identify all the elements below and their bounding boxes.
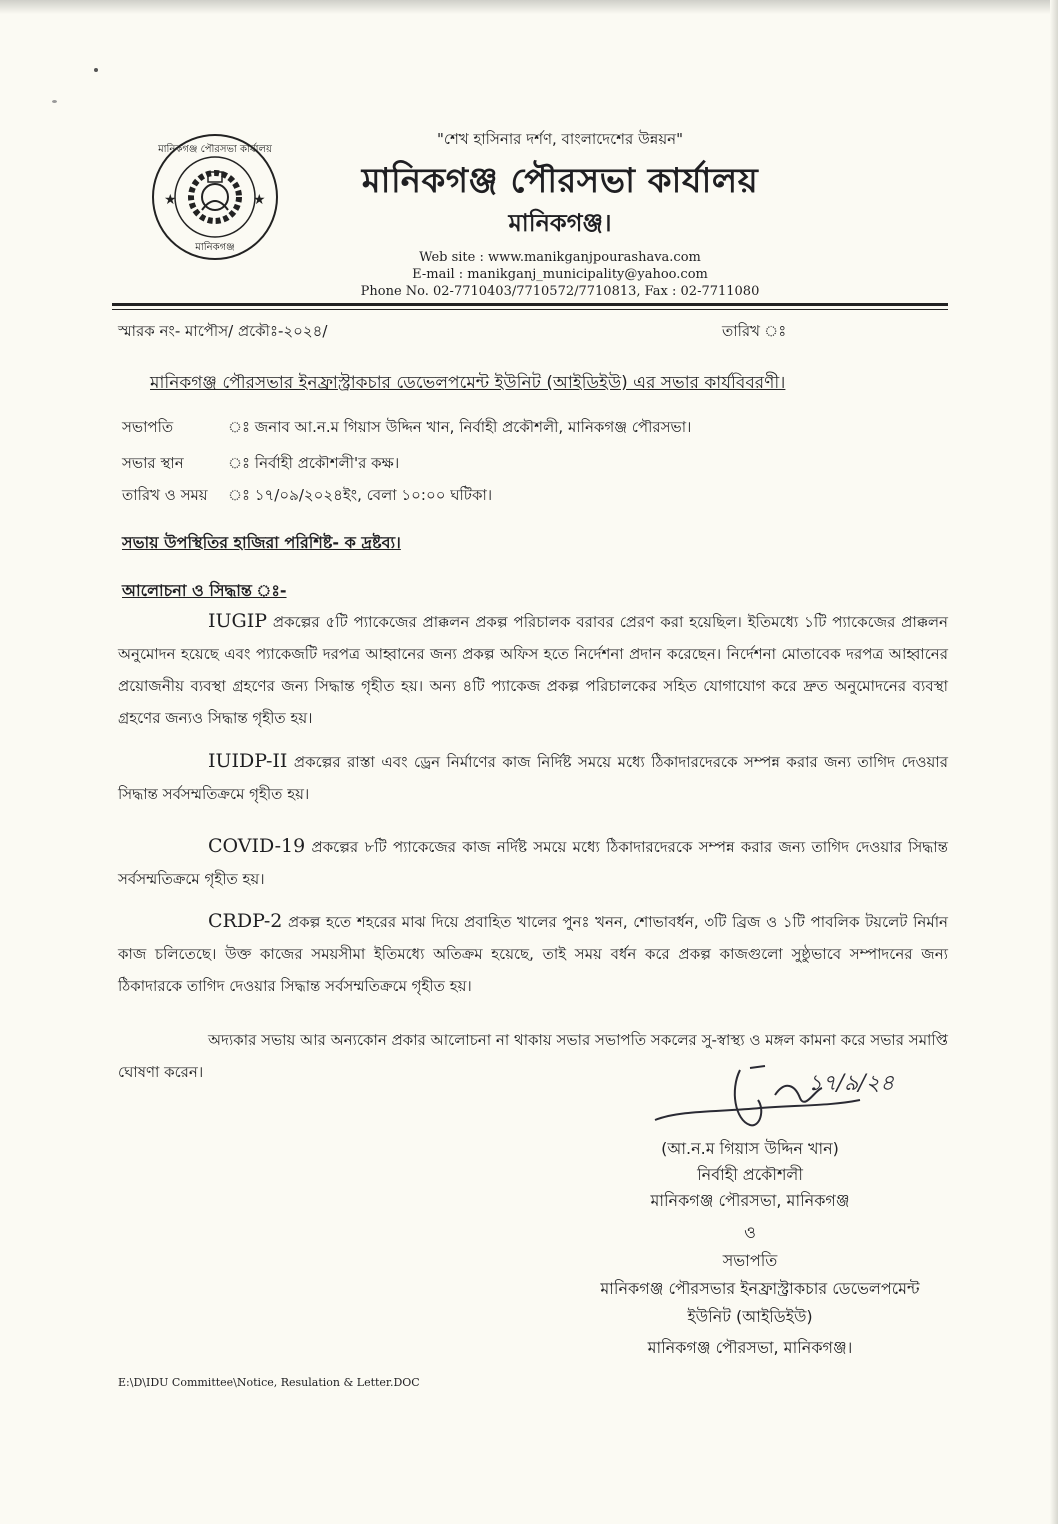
svg-text:★: ★ [253,192,266,208]
page-edge-shadow-right [1050,0,1058,1524]
venue-value: ঃ নির্বাহী প্রকৌশলী'র কক্ষ। [228,454,400,472]
slogan: "শেখ হাসিনার দর্শণ, বাংলাদেশের উন্নয়ন" [436,130,684,148]
signatory-name: (আ.ন.ম গিয়াস উদ্দিন খান) [661,1139,839,1158]
signatory-office: মানিকগঞ্জ পৌরসভা, মানিকগঞ্জ [650,1191,850,1210]
project-code: IUIDP-II [208,750,288,772]
project-code: IUGIP [208,610,267,632]
project-code: CRDP-2 [208,910,283,932]
scan-speck [94,68,98,72]
unit-office: মানিকগঞ্জ পৌরসভা, মানিকগঞ্জ। [647,1338,853,1357]
svg-text:★: ★ [164,192,177,208]
datetime-value: ঃ ১৭/০৯/২০২৪ইং, বেলা ১০:০০ ঘটিকা। [228,486,493,504]
scan-speck [52,100,57,103]
memo-number: স্মারক নং- মাপৌস/ প্রকৌঃ-২০২৪/ [118,322,328,340]
page-edge-shadow [0,0,1058,14]
svg-text:মানিকগঞ্জ: মানিকগঞ্জ [195,242,235,253]
svg-text:মানিকগঞ্জ পৌরসভা কার্যালয়: মানিকগঞ্জ পৌরসভা কার্যালয় [158,144,272,155]
unit-name-line2: ইউনিট (আইডিইউ) [687,1307,813,1326]
project-code: COVID-19 [208,835,306,857]
header-divider-thin [112,309,948,310]
paragraph-iugip: IUGIP প্রকল্পের ৫টি প্যাকেজের প্রাক্কলন প্রকল্প পরিচালক বরাবর প্রেরণ করা হয়েছিল। ইতিমধ্যে ১টি প্যাকেজের প্রাক্কলন অনুমোদন হয়েছে এবং প্যাকেজটি দরপত্র আহ্বানের জন্য প্রকল্প অফিস হতে নির্দেশনা প্রদান করেছেন। নির্দেশনা মোতাবেক দরপত্র আহ্বানের প্রয়োজনীয় ব্যবস্থা গ্রহণের জন্য সিদ্ধান্ত গৃহীত হয়। অন্য ৪টি প্যাকেজ প্রকল্প পরিচালকের সহিত যোগাযোগ করে দ্রুত অনুমোদনের ব্যবস্থা গ্রহণের জন্যও সিদ্ধান্ত গৃহীত হয়। [118,610,948,727]
closing-paragraph: অদ্যকার সভায় আর অন্যকোন প্রকার আলোচনা না থাকায় সভার সভাপতি সকলের সু-স্বাস্থ্য ও মঙ্গল কামনা করে সভার সমাপ্তি ঘোষণা করেন। [118,1031,948,1081]
paragraph-iuidp: IUIDP-II প্রকল্পের রাস্তা এবং ড্রেন নির্মাণের কাজ নির্দিষ্ট সময়ে মধ্যে ঠিকাদারদেরকে সম্পন্ন করার জন্য তাগিদ দেওয়ার সিদ্ধান্ত সর্বসম্মতিক্রমে গৃহীত হয়। [118,750,948,803]
header-divider [112,303,948,306]
municipality-seal-icon [150,132,280,262]
conjunction: ও [744,1223,756,1242]
unit-name-line1: মানিকগঞ্জ পৌরসভার ইনফ্রাস্ট্রাকচার ডেভেলপমেন্ট [600,1279,920,1298]
venue-label: সভার স্থান [122,454,184,472]
svg-text:১৭/৯/২৪: ১৭/৯/২৪ [808,1071,895,1096]
chair-role: সভাপতি [722,1251,778,1270]
attendance-note: সভায় উপস্থিতির হাজিরা পরিশিষ্ট- ক দ্রষ্টব্য। [122,533,401,552]
paragraph-covid: COVID-19 প্রকল্পের ৮টি প্যাকেজের কাজ নর্দিষ্ট সময়ে মধ্যে ঠিকাদারদেরকে সম্পন্ন করার জন্য তাগিদ দেওয়ার সিদ্ধান্ত সর্বসম্মতিক্রমে গৃহীত হয়। [118,835,948,888]
datetime-label: তারিখ ও সময় [122,486,208,504]
subject-line: মানিকগঞ্জ পৌরসভার ইনফ্রাস্ট্রাকচার ডেভেলপমেন্ট ইউনিট (আইডিইউ) এর সভার কার্যবিবরণী। [150,373,786,393]
office-title: মানিকগঞ্জ পৌরসভা কার্যালয় [361,161,759,201]
file-path-footer: E:\D\IDU Committee\Notice, Resulation & Letter.DOC [118,1376,420,1389]
paragraph-crdp: CRDP-2 প্রকল্প হতে শহরের মাঝ দিয়ে প্রবাহিত খালের পুনঃ খনন, শোভাবর্ধন, ৩টি ব্রিজ ও ১টি পাবলিক টয়লেট নির্মান কাজ চলিতেছে। উক্ত কাজের সময়সীমা ইতিমধ্যে অতিক্রম হয়েছে, তাই সময় বর্ধন করে প্রকল্প কাজগুলো সুষ্ঠুভাবে সম্পাদনের জন্য ঠিকাদারকে তাগিদ দেওয়ার সিদ্ধান্ত সর্বসম্মতিক্রমে গৃহীত হয়। [118,910,948,995]
handwritten-signature-icon [560,1050,920,1140]
signatory-designation: নির্বাহী প্রকৌশলী [697,1165,803,1184]
website: Web site : www.manikganjpourashava.com [419,250,701,265]
office-location: মানিকগঞ্জ। [508,209,612,237]
chair-value: ঃ জনাব আ.ন.ম গিয়াস উদ্দিন খান, নির্বাহী প্রকৌশলী, মানিকগঞ্জ পৌরসভা। [228,418,692,436]
discussion-heading: আলোচনা ও সিদ্ধান্ত ঃ- [122,581,287,600]
email: E-mail : manikganj_municipality@yahoo.com [412,267,708,282]
phone-fax: Phone No. 02-7710403/7710572/7710813, Fax : 02-7711080 [360,284,760,299]
chair-label: সভাপতি [122,418,174,436]
date-label: তারিখ ঃ [722,322,787,340]
